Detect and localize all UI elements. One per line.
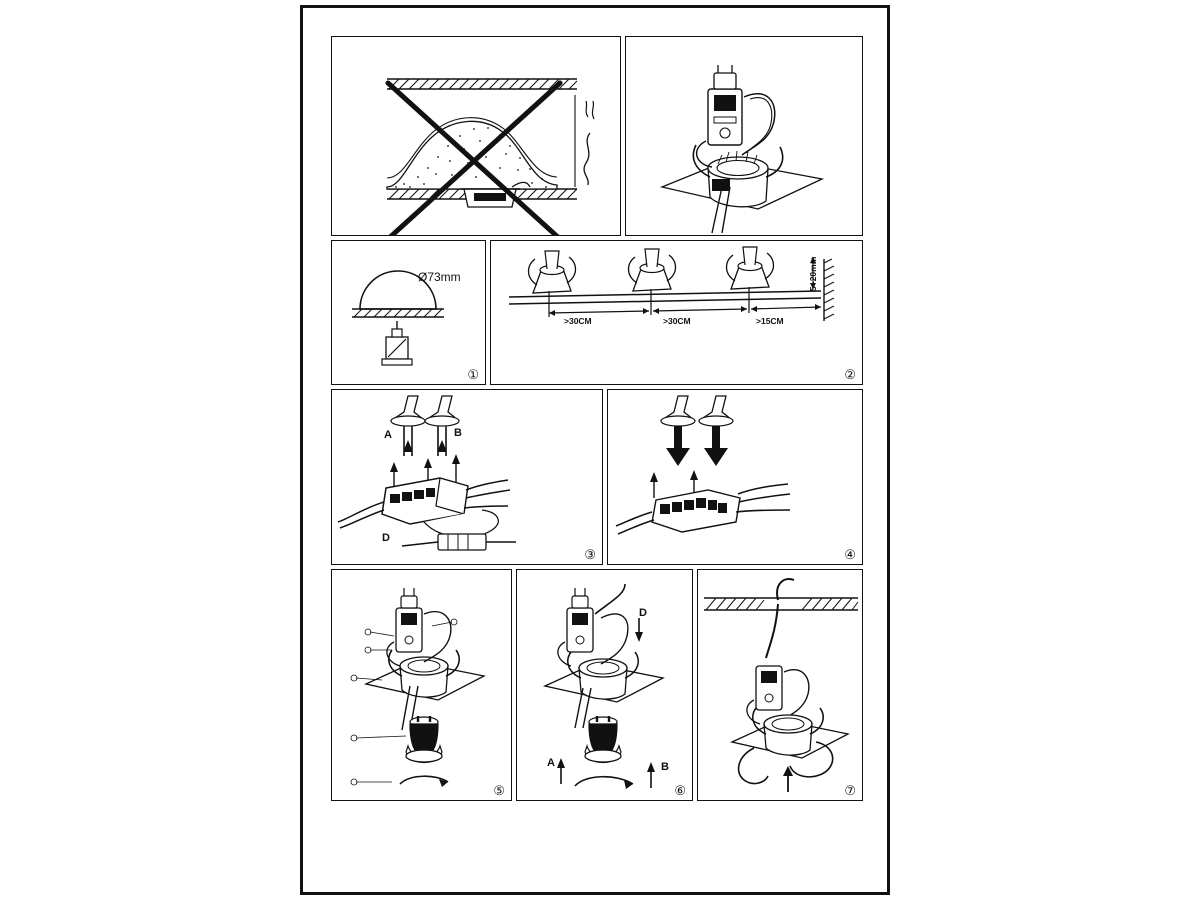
step-number: ② [844,367,856,382]
wire-label-a: A [384,429,392,441]
ceiling-push-illustration [698,570,863,801]
step-number: ⑥ [674,783,686,798]
spacing-label-3: >15CM [756,316,784,326]
step-number: ④ [844,547,856,562]
panel-hole-size [331,240,486,385]
step-number: ③ [584,547,596,562]
panel-fixture-overview [625,36,863,236]
wiring-locked-illustration [608,390,863,565]
wire-label-d: D [382,532,390,544]
step-number: ⑦ [844,783,856,798]
panel-wiring-locked [607,389,863,565]
cable-label-d: D [639,607,647,619]
direction-label-b: B [661,761,669,773]
direction-label-a: A [547,757,555,769]
gap-depth-label: 5~20mm [808,256,818,291]
warning-illustration [332,37,621,236]
panel-wiring-connect [331,389,603,565]
hole-size-label: Ø73mm [418,270,461,284]
spacing-label-2: >30CM [663,316,691,326]
instruction-sheet [300,5,890,895]
panel-lamp-insert [331,569,512,801]
step-number: ① [467,367,479,382]
panel-spacing [490,240,863,385]
step-number: ⑤ [493,783,505,798]
panel-ceiling-push [697,569,863,801]
spacing-label-1: >30CM [564,316,592,326]
lamp-insert-illustration [332,570,512,801]
wiring-connect-illustration [332,390,603,565]
wire-label-b: B [454,427,462,439]
hole-size-illustration [332,241,486,385]
fixture-overview-illustration [626,37,863,236]
panel-warning [331,36,621,236]
panel-lamp-lock [516,569,693,801]
